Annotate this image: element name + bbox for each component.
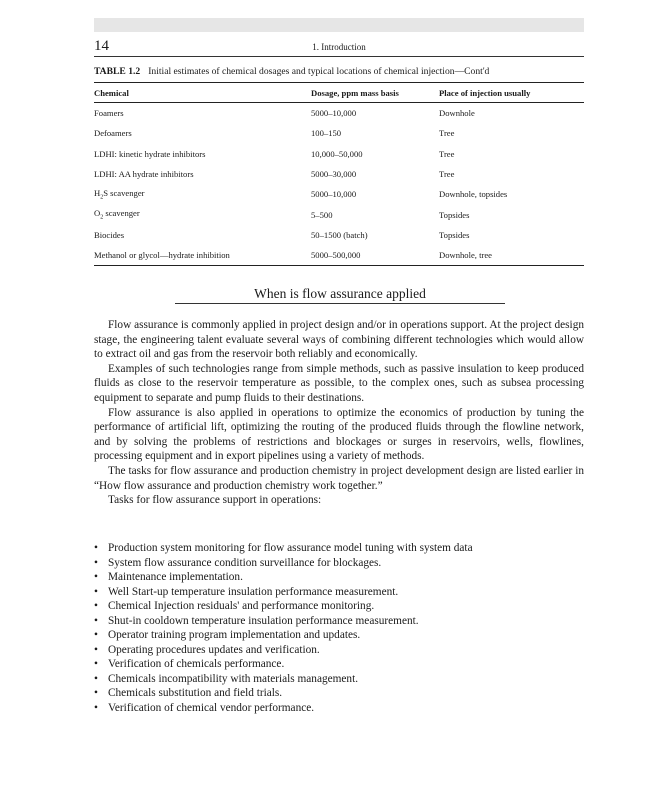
list-item-text: Well Start-up temperature insulation performance measurement. [108, 585, 399, 598]
list-item-text: Chemicals substitution and field trials. [108, 687, 283, 699]
bullet-icon: • [94, 701, 98, 714]
operations-task-list [94, 541, 584, 715]
cell-dosage: 5000–10,000 [311, 108, 357, 119]
column-header-chemical: Chemical [94, 83, 311, 103]
list-item [94, 628, 584, 643]
cell-chemical: Biocides [94, 229, 125, 240]
paragraph: Examples of such technologies range from simple methods, such as passive insulation to keep produced fluids as close to the reservoir temperature as possible, to the complex ones, such as subsea processing equipment to separate and pump fluids to their destinations. [94, 362, 584, 404]
top-scan-band [94, 18, 584, 32]
bullet-icon: • [94, 614, 98, 627]
cell-chemical: Defoamers [94, 128, 132, 139]
paragraph: Tasks for flow assurance support in operations: [108, 494, 322, 507]
table-row [94, 123, 584, 143]
cell-place: Topsides [439, 229, 470, 240]
bullet-icon: • [94, 585, 98, 598]
cell-chemical [94, 204, 311, 224]
column-header-place: Place of injection usually [439, 83, 584, 103]
paragraph: Flow assurance is also applied in operations to optimize the economics of production by tuning the performance of artificial lift, optimizing the routing of the produced fluids through the flowline network, and by solving the problems of restrictions and blockages or surges in reservoirs, wells, flowlines, processing equipment and in export pipelines using a variety of methods. [94, 406, 584, 463]
list-item [94, 614, 584, 629]
table-row [94, 164, 584, 184]
list-item-text: Maintenance implementation. [108, 571, 243, 583]
bullet-icon: • [94, 687, 98, 699]
list-item [94, 570, 584, 585]
list-item-text: Verification of chemicals performance. [108, 658, 285, 670]
cell-dosage: 10,000–50,000 [311, 148, 363, 159]
list-item [94, 672, 584, 687]
table-row [94, 184, 584, 204]
bullet-icon: • [94, 542, 98, 554]
table-row [94, 144, 584, 164]
table-row [94, 245, 584, 266]
list-item [94, 599, 584, 614]
header-rule [94, 56, 584, 57]
bullet-icon: • [94, 629, 98, 641]
page-header [94, 38, 584, 56]
list-item [94, 541, 584, 556]
list-item [94, 585, 584, 600]
table-header-row [94, 83, 584, 103]
bullet-icon: • [94, 643, 98, 656]
paragraph: Flow assurance is commonly applied in project design and/or in operations support. At the project design stage, the engineering talent evaluate several ways of combining different technologies which would allow to extract oil and gas from the reservoir both reliably and economically. [94, 319, 584, 361]
chem-suffix: scavenger [103, 208, 140, 219]
list-item [94, 686, 584, 701]
list-item-text: Shut-in cooldown temperature insulation performance measurement. [108, 614, 419, 627]
table-row [94, 204, 584, 224]
cell-dosage: 5000–30,000 [311, 169, 357, 180]
section-body [94, 318, 584, 508]
cell-dosage: 100–150 [311, 128, 342, 139]
cell-dosage: 50–1500 (batch) [311, 229, 368, 240]
list-item [94, 657, 584, 672]
cell-place: Topsides [439, 209, 470, 220]
page-number: 14 [94, 38, 109, 54]
cell-dosage: 5–500 [311, 209, 333, 220]
list-item-text: Chemical Injection residuals' and performance monitoring. [108, 600, 375, 612]
list-item [94, 556, 584, 571]
list-item [94, 701, 584, 716]
bullet-icon: • [94, 556, 98, 569]
cell-chemical [94, 184, 311, 204]
cell-chemical: LDHI: AA hydrate inhibitors [94, 169, 194, 180]
chem-suffix: S scavenger [103, 187, 145, 198]
bullet-icon: • [94, 672, 98, 685]
cell-chemical: Foamers [94, 108, 124, 119]
table-row [94, 103, 584, 124]
table-row [94, 225, 584, 245]
cell-chemical: LDHI: kinetic hydrate inhibitors [94, 148, 206, 159]
running-head: 1. Introduction [312, 42, 366, 52]
list-item-text: Operator training program implementation and updates. [108, 629, 361, 641]
chem-subscript: 2 [100, 214, 104, 221]
chem-subscript: 2 [100, 194, 104, 201]
cell-place: Tree [439, 128, 455, 139]
bullet-icon: • [94, 658, 98, 670]
paragraph: The tasks for flow assurance and production chemistry in project development design are listed earlier in “How flow assurance and production chemistry work together.” [94, 464, 584, 492]
list-item-text: Operating procedures updates and verification. [108, 643, 320, 656]
cell-dosage: 5000–10,000 [311, 189, 357, 200]
cell-place: Downhole, topsides [439, 189, 508, 200]
list-item-text: Production system monitoring for flow assurance model tuning with system data [108, 542, 473, 554]
list-item [94, 643, 584, 658]
list-item-text: Chemicals incompatibility with materials management. [108, 672, 359, 685]
column-header-dosage: Dosage, ppm mass basis [311, 83, 439, 103]
table-caption-text: Initial estimates of chemical dosages and typical locations of chemical injection—Cont'd [148, 66, 490, 77]
cell-chemical: Methanol or glycol—hydrate inhibition [94, 245, 311, 266]
chemical-dosage-table [94, 82, 584, 266]
section-title-rule [175, 303, 505, 304]
section-title: When is flow assurance applied [254, 286, 426, 301]
table-label: TABLE 1.2 [94, 66, 141, 77]
bullet-icon: • [94, 600, 98, 612]
cell-place: Tree [439, 148, 455, 159]
cell-place: Downhole, tree [439, 245, 584, 266]
cell-dosage: 5000–500,000 [311, 245, 439, 266]
list-item-text: Verification of chemical vendor performance. [108, 701, 315, 714]
chem-prefix: H [94, 187, 101, 198]
list-item-text: System flow assurance condition surveillance for blockages. [108, 556, 382, 569]
chem-prefix: O [94, 208, 101, 219]
bullet-icon: • [94, 571, 98, 583]
cell-place: Tree [439, 169, 455, 180]
cell-place: Downhole [439, 108, 475, 119]
table-caption [94, 66, 584, 77]
